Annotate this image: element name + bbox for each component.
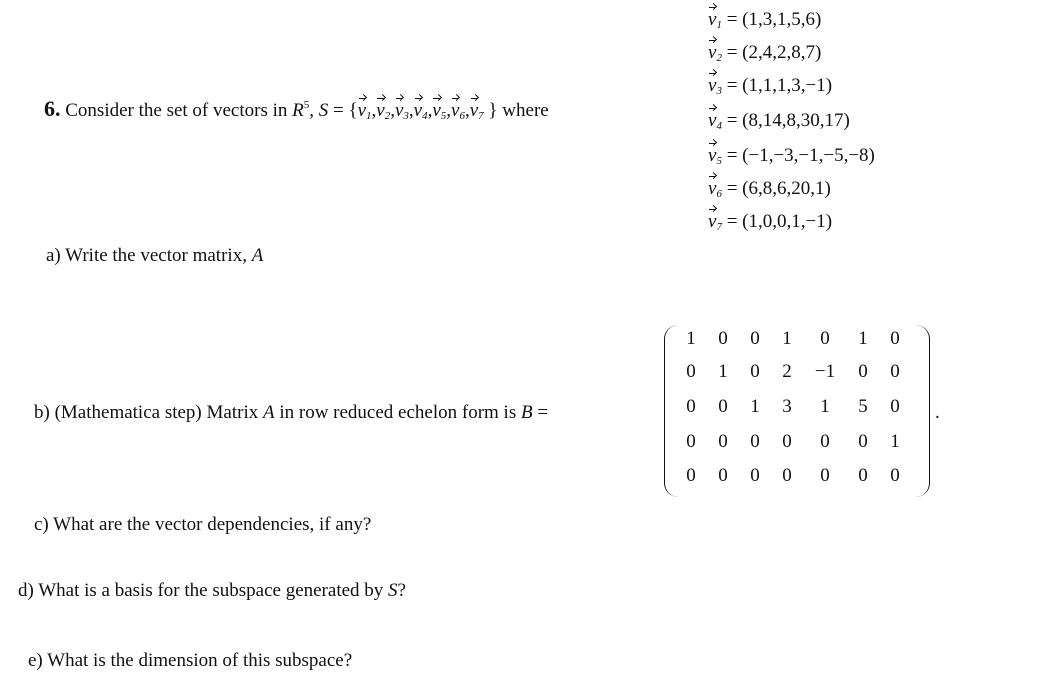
matrix-cell: 1 — [890, 431, 900, 452]
matrix-row — [676, 361, 916, 391]
matrix-cell: 0 — [858, 431, 868, 452]
vector-v3: $v_3 = (1,1,1,3,-1)$ — [708, 75, 833, 97]
matrix-end-period: . — [935, 402, 940, 423]
vector-v6: $v_6 = (6,8,6,20,1)$ — [708, 178, 831, 200]
matrix-b — [664, 325, 930, 497]
vector-v5: $v_5 = (-1,-3,-1,-5,-8)$ — [708, 145, 875, 167]
part-b-middle: in row reduced echelon form is — [279, 402, 517, 423]
matrix-cell: 0 — [858, 361, 868, 382]
part-e-label: e) What is the dimension of this subspace? — [28, 650, 353, 671]
matrix-cell: 0 — [820, 465, 830, 486]
vector-v4-value: = (8,14,8,30,17) — [726, 110, 850, 131]
matrix-cell: 1 — [686, 328, 696, 349]
part-d-label: d) What is a basis for the subspace generated by — [18, 580, 384, 601]
vector-v5-value: = (−1,−3,−1,−5,−8) — [726, 145, 875, 166]
vector-v2-value: = (2,4,2,8,7) — [726, 42, 822, 63]
part-d-var: S — [388, 580, 398, 601]
matrix-cell: 0 — [718, 396, 728, 417]
matrix-cell: 0 — [718, 328, 728, 349]
matrix-cell: 0 — [858, 465, 868, 486]
matrix-cell: 1 — [750, 396, 760, 417]
vector-v7: $v_7 = (1,0,0,1,-1)$ — [708, 211, 833, 233]
matrix-cell: 0 — [820, 328, 830, 349]
matrix-row — [676, 431, 916, 461]
vector-v1-value: = (1,3,1,5,6) — [726, 9, 822, 30]
matrix-cell: 0 — [718, 431, 728, 452]
matrix-cell: 5 — [858, 396, 868, 417]
matrix-cell: 0 — [686, 361, 696, 382]
matrix-cell: 0 — [686, 465, 696, 486]
matrix-right-paren — [915, 325, 930, 497]
vector-v2: $v_2 = (2,4,2,8,7)$ — [708, 42, 822, 64]
matrix-cell: 0 — [686, 431, 696, 452]
matrix-cell: 0 — [890, 465, 900, 486]
matrix-cell: −1 — [814, 361, 836, 382]
problem-statement: 6. Consider the set of vectors in $R^5$, $S = \{v_1,v_2,v_3,v_4,v_5,v_6,v_7$ } where — [44, 96, 549, 122]
matrix-cell: 0 — [750, 361, 760, 382]
matrix-row — [676, 396, 916, 426]
problem-prefix: Consider the set of vectors in — [65, 100, 288, 121]
part-b-var2: B — [520, 402, 533, 423]
part-a-label: a) Write the vector matrix, — [46, 245, 247, 266]
part-d-end: ? — [397, 580, 406, 601]
matrix-cell: 3 — [782, 396, 792, 417]
part-b-label: b) (Mathematica step) Matrix — [34, 402, 259, 423]
matrix-cell: 0 — [750, 328, 760, 349]
set-open: = { — [333, 100, 358, 121]
set-name: S — [318, 100, 329, 121]
matrix-cell: 0 — [782, 431, 792, 452]
part-d — [18, 580, 406, 602]
matrix-cell: 1 — [858, 328, 868, 349]
part-c — [34, 514, 371, 536]
matrix-row — [676, 328, 916, 358]
matrix-row — [676, 465, 916, 495]
part-c-label: c) What are the vector dependencies, if any? — [34, 514, 372, 535]
matrix-cell: 1 — [782, 328, 792, 349]
part-a-var: A — [251, 245, 264, 266]
part-b-var: A — [262, 402, 275, 423]
part-b — [34, 402, 548, 424]
set-close-where: } where — [488, 100, 549, 121]
matrix-cell: 0 — [890, 396, 900, 417]
part-e — [28, 650, 352, 672]
part-b-eq: = — [537, 402, 549, 423]
matrix-cell: 1 — [718, 361, 728, 382]
matrix-cell: 1 — [820, 396, 830, 417]
matrix-cell: 0 — [718, 465, 728, 486]
vector-v3-value: = (1,1,1,3,−1) — [726, 75, 833, 96]
part-a — [46, 245, 263, 267]
matrix-cell: 0 — [890, 361, 900, 382]
vector-v7-value: = (1,0,0,1,−1) — [726, 211, 833, 232]
matrix-cell: 0 — [750, 431, 760, 452]
matrix-cell: 0 — [686, 396, 696, 417]
vector-v4: $v_4 = (8,14,8,30,17)$ — [708, 110, 850, 132]
matrix-cell: 0 — [750, 465, 760, 486]
space-symbol: R — [292, 100, 304, 121]
vector-v1: $v_1 = (1,3,1,5,6)$ — [708, 9, 822, 31]
matrix-cell: 2 — [782, 361, 792, 382]
space-exponent: 5 — [303, 99, 310, 111]
matrix-cell: 0 — [782, 465, 792, 486]
matrix-cell: 0 — [890, 328, 900, 349]
problem-number: 6. — [44, 96, 61, 121]
matrix-cell: 0 — [820, 431, 830, 452]
vector-v6-value: = (6,8,6,20,1) — [726, 178, 831, 199]
